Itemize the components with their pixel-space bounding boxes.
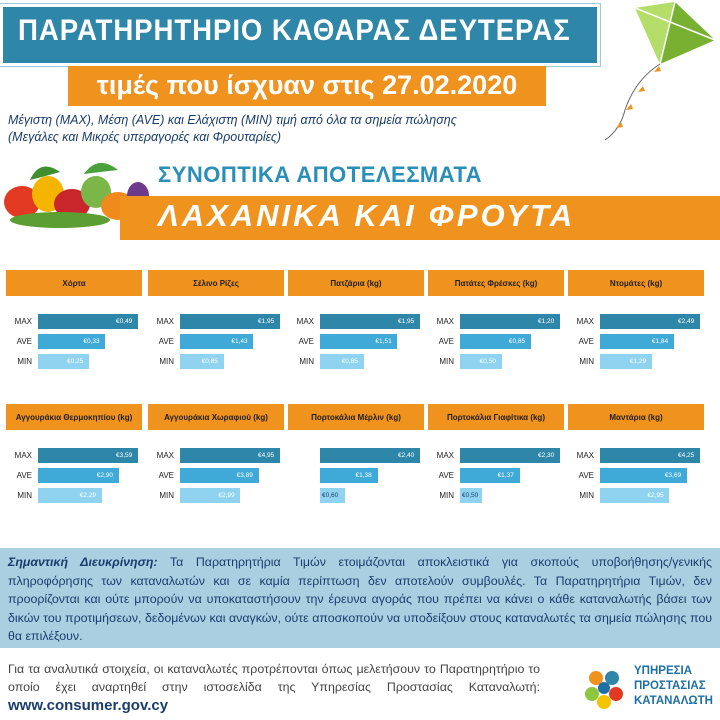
- data-label: €0,60: [322, 492, 339, 499]
- row-label-max: MAX: [14, 317, 32, 326]
- row-label-ave: AVE: [438, 471, 454, 480]
- row-label-ave: AVE: [438, 337, 454, 346]
- row-label-min: MIN: [159, 357, 174, 366]
- chart-panel: [6, 270, 142, 378]
- chart-panel: [6, 404, 142, 512]
- chart-panel: [288, 270, 424, 378]
- chart-title: Πατζάρια (kg): [288, 270, 424, 296]
- data-label: €0,25: [67, 358, 84, 365]
- chart-title: Αγγουράκια Θερμοκηπίου (kg): [6, 404, 142, 430]
- footer-text: [8, 660, 540, 715]
- row-label-ave: AVE: [578, 337, 594, 346]
- row-label-ave: AVE: [158, 471, 174, 480]
- disclaimer-body: Τα Παρατηρητήρια Τιμών ετοιμάζονται αποκλειστικά για σκοπούς υποβοήθησης/γενικής πληροφόρησης των καταναλωτών και σε καμία περίπτωση δεν αποτελούν συμβουλές. Τα Παρατηρητήρια Τιμών, δεν προορίζονται και ούτε μπορούν να υποκαταστήσουν την έρευνα αγοράς που πρέπει να κάνει ο κάθε καταναλωτής βάσει των δικών του προτιμήσεων, δεδομένων και αναγκών, ούτε αποσκοπούν να υποδείξουν στους καταναλωτές τα σημεία πώλησης που θα επιλέξουν.: [8, 555, 712, 644]
- chart-title: Αγγουράκια Χωραφιού (kg): [148, 404, 284, 430]
- row-label-ave: AVE: [16, 337, 32, 346]
- data-label: €0,50: [479, 358, 496, 365]
- row-label-max: MAX: [14, 451, 32, 460]
- row-label-max: MAX: [156, 317, 174, 326]
- chart-title: Μαντάρια (kg): [568, 404, 704, 430]
- row-label-min: MIN: [579, 491, 594, 500]
- data-label: €1,29: [629, 358, 647, 365]
- data-label: €2,90: [96, 472, 114, 479]
- data-label: €1,84: [651, 338, 669, 345]
- subtitle-line-1: Μέγιστη (MAX), Μέση (AVE) και Ελάχιστη (MIN) τιμή από όλα τα σημεία πώλησης: [8, 113, 457, 127]
- subtitle: [8, 112, 608, 146]
- data-label: €2,49: [678, 318, 695, 325]
- data-label: €1,95: [398, 318, 415, 325]
- logo-line-1: ΥΠΗΡΕΣΙΑ: [634, 665, 693, 677]
- row-label-max: MAX: [436, 317, 454, 326]
- data-label: €0,85: [341, 358, 358, 365]
- data-label: €1,95: [258, 318, 275, 325]
- disclaimer-heading: Σημαντική Διευκρίνηση:: [8, 555, 158, 569]
- disclaimer-text: [8, 553, 712, 646]
- chart-title: Πορτοκάλια Μέρλιν (kg): [288, 404, 424, 430]
- row-label-ave: AVE: [578, 471, 594, 480]
- data-label: €4,25: [678, 452, 695, 459]
- data-label: €1,37: [497, 472, 514, 479]
- data-label: €3,89: [236, 472, 253, 479]
- data-label: €4,95: [258, 452, 275, 459]
- consumer-protection-logo: [580, 664, 628, 712]
- chart-panel: [148, 404, 284, 512]
- row-label-max: MAX: [296, 317, 314, 326]
- chart-title: Χόρτα: [6, 270, 142, 296]
- data-label: €0,85: [201, 358, 218, 365]
- page-title: ΠΑΡΑΤΗΡΗΤΗΡΙΟ ΚΑΘΑΡΑΣ ΔΕΥΤΕΡΑΣ: [18, 14, 571, 47]
- logo-text: [634, 664, 720, 709]
- data-label: €1,20: [538, 318, 555, 325]
- row-label-max: MAX: [436, 451, 454, 460]
- website-link[interactable]: www.consumer.gov.cy: [8, 696, 169, 714]
- chart-panel: [148, 270, 284, 378]
- row-label-max: MAX: [576, 317, 594, 326]
- data-label: €2,29: [79, 492, 97, 499]
- data-label: €1,43: [231, 338, 248, 345]
- row-label-min: MIN: [439, 357, 454, 366]
- data-label: €0,33: [83, 338, 100, 345]
- subtitle-line-2: (Μεγάλες και Μικρές υπεραγορές και Φρουταρίες): [8, 130, 282, 144]
- data-label: €3,59: [116, 452, 133, 459]
- chart-title: Πορτοκάλια Γιαφίτικα (kg): [428, 404, 564, 430]
- category-title: ΛΑΧΑΝΙΚΑ ΚΑΙ ΦΡΟΥΤΑ: [158, 198, 576, 233]
- row-label-min: MIN: [299, 357, 314, 366]
- data-label: €1,38: [355, 472, 372, 479]
- row-label-min: MIN: [439, 491, 454, 500]
- data-label: €0,49: [116, 318, 133, 325]
- chart-panel: [288, 404, 424, 512]
- row-label-min: MIN: [579, 357, 594, 366]
- row-label-ave: AVE: [298, 337, 314, 346]
- chart-panel: [568, 404, 704, 512]
- summary-heading: ΣΥΝΟΠΤΙΚΑ ΑΠΟΤΕΛΕΣΜΑΤΑ: [158, 162, 483, 187]
- row-label-ave: AVE: [158, 337, 174, 346]
- date-label: τιμές που ίσχυαν στις 27.02.2020: [96, 70, 518, 100]
- row-label-min: MIN: [17, 357, 32, 366]
- row-label-max: MAX: [576, 451, 594, 460]
- footer-body: Για τα αναλυτικά στοιχεία, οι καταναλωτές προτρέπονται όπως μελετήσουν το Παρατηρητήριο το οποίο έχει αναρτηθεί στην ιστοσελίδα της Υπηρεσίας Προστασίας Καταναλωτή:: [8, 662, 540, 695]
- data-label: €2,95: [647, 492, 664, 499]
- data-label: €3,69: [664, 472, 682, 479]
- data-label: €0,85: [508, 338, 526, 345]
- data-label: €0,50: [462, 492, 479, 499]
- chart-title: Ντομάτες (kg): [568, 270, 704, 296]
- data-label: €1,51: [375, 338, 392, 345]
- data-label: €2,30: [538, 452, 555, 459]
- data-label: €2,40: [398, 452, 415, 459]
- chart-panel: [428, 404, 564, 512]
- row-label-max: MAX: [156, 451, 174, 460]
- logo-line-3: ΚΑΤΑΝΑΛΩΤΗ: [634, 695, 713, 707]
- row-label-min: MIN: [159, 491, 174, 500]
- row-label-min: MIN: [17, 491, 32, 500]
- data-label: €2,99: [218, 492, 235, 499]
- chart-title: Πατάτες Φρέσκες (kg): [428, 270, 564, 296]
- logo-line-2: ΠΡΟΣΤΑΣΙΑΣ: [634, 680, 706, 692]
- chart-title: Σέλινο Ρίζες: [148, 270, 284, 296]
- chart-panel: [428, 270, 564, 378]
- chart-panel: [568, 270, 704, 378]
- row-label-ave: AVE: [16, 471, 32, 480]
